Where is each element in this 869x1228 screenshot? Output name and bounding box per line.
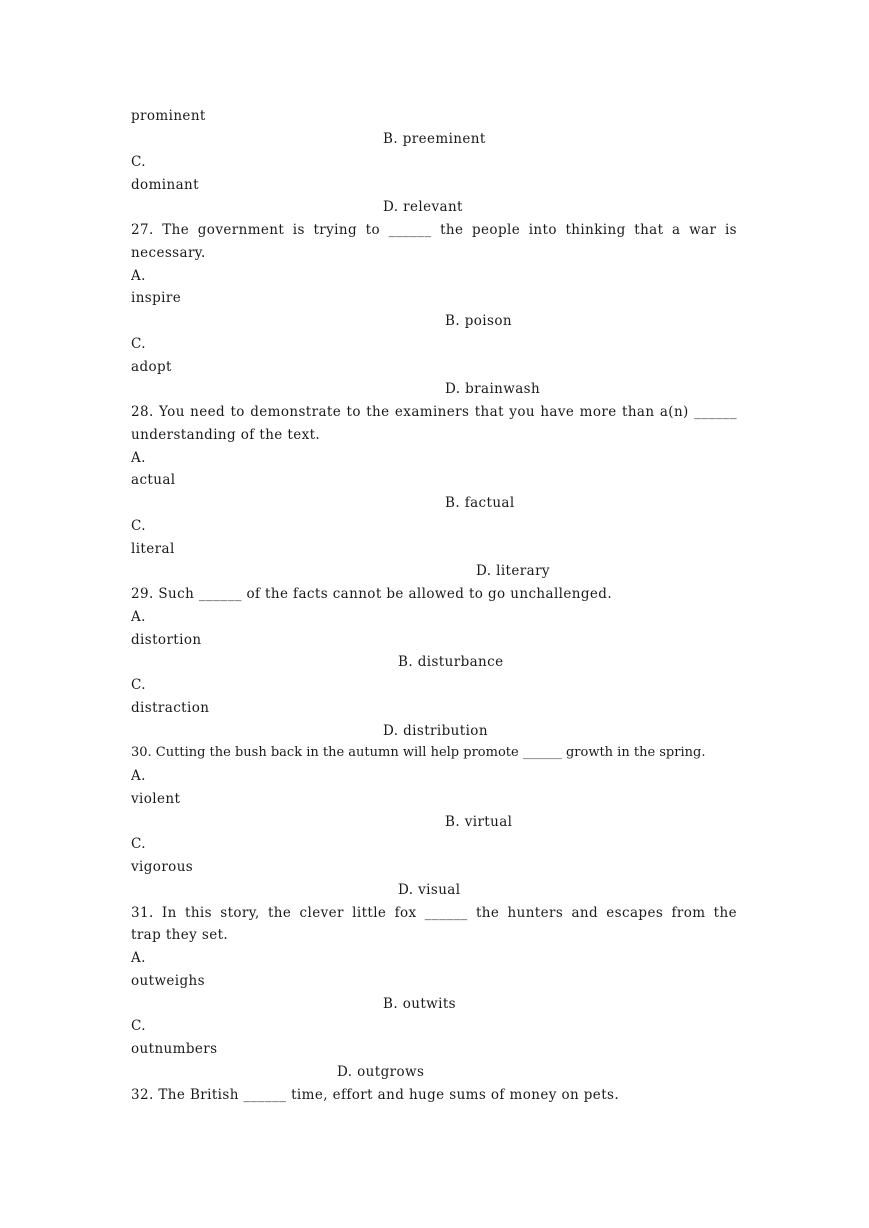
q27-option-c-label: C.	[131, 336, 146, 352]
q30-option-c-text: vigorous	[131, 859, 194, 875]
q26-option-c-label: C.	[131, 154, 146, 170]
q30-option-a-label: A.	[131, 768, 146, 784]
q26-option-c-text: dominant	[131, 177, 199, 193]
q27-stem-line2: necessary.	[131, 245, 206, 261]
q31-stem-line2: trap they set.	[131, 927, 229, 943]
q28-option-c-text: literal	[131, 541, 175, 557]
q26-option-d: D. relevant	[383, 199, 463, 215]
q29-option-c-label: C.	[131, 677, 146, 693]
q31-option-c-text: outnumbers	[131, 1041, 218, 1057]
q28-stem-line1: 28. You need to demonstrate to the examiners that you have more than a(n) ______	[131, 404, 737, 420]
q28-option-a-text: actual	[131, 472, 176, 488]
q31-option-b: B. outwits	[383, 996, 456, 1012]
q32-stem-line1: 32. The British ______ time, effort and huge sums of money on pets.	[131, 1087, 620, 1103]
q29-option-d: D. distribution	[383, 723, 488, 739]
q29-stem-line1: 29. Such ______ of the facts cannot be allowed to go unchallenged.	[131, 586, 613, 602]
q31-stem-line1: 31. In this story, the clever little fox ______ the hunters and escapes from the	[131, 905, 737, 921]
q29-option-a-text: distortion	[131, 632, 202, 648]
q27-option-a-label: A.	[131, 268, 146, 284]
q29-option-c-text: distraction	[131, 700, 210, 716]
q27-option-d: D. brainwash	[445, 381, 541, 397]
q28-option-b: B. factual	[445, 495, 515, 511]
q26-option-a-text: prominent	[131, 108, 206, 124]
q30-option-b: B. virtual	[445, 814, 513, 830]
q28-stem-line2: understanding of the text.	[131, 427, 321, 443]
q29-option-b: B. disturbance	[398, 654, 504, 670]
q28-option-c-label: C.	[131, 518, 146, 534]
q30-option-a-text: violent	[131, 791, 181, 807]
q28-option-d: D. literary	[476, 563, 550, 579]
q27-option-a-text: inspire	[131, 290, 182, 306]
q29-option-a-label: A.	[131, 609, 146, 625]
q30-stem-line1: 30. Cutting the bush back in the autumn will help promote ______ growth in the spring.	[131, 745, 706, 760]
q26-option-b: B. preeminent	[383, 131, 486, 147]
q30-option-d: D. visual	[398, 882, 461, 898]
q31-option-c-label: C.	[131, 1018, 146, 1034]
q27-stem-line1: 27. The government is trying to ______ the people into thinking that a war is	[131, 222, 737, 238]
q27-option-b: B. poison	[445, 313, 512, 329]
q30-option-c-label: C.	[131, 836, 146, 852]
q31-option-a-label: A.	[131, 950, 146, 966]
q28-option-a-label: A.	[131, 450, 146, 466]
q31-option-a-text: outweighs	[131, 973, 205, 989]
q31-option-d: D. outgrows	[337, 1064, 425, 1080]
q27-option-c-text: adopt	[131, 359, 172, 375]
